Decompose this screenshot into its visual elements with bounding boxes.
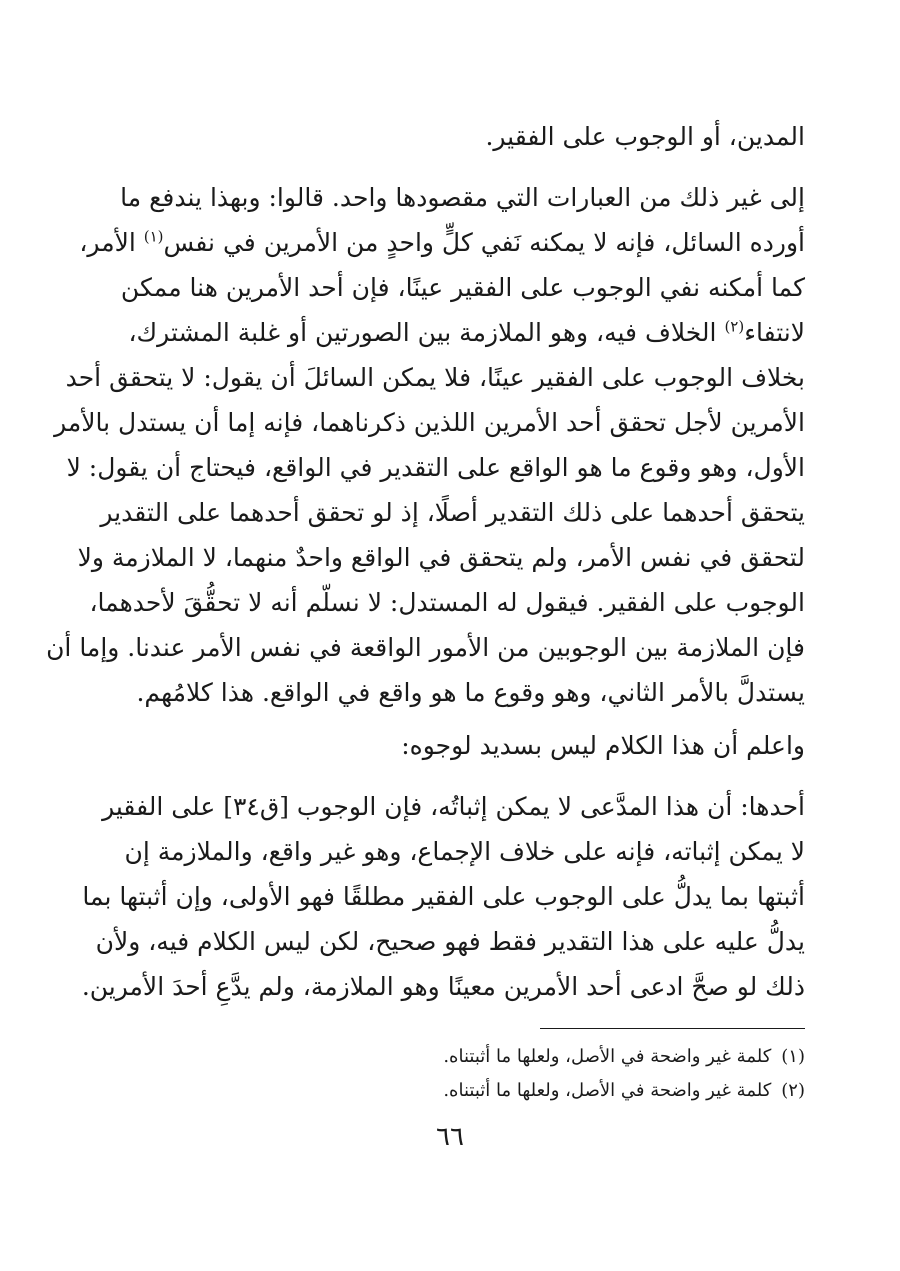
text-line: الأمرين لأجل تحقق أحد الأمرين اللذين ذكرناهما، فإنه إما أن يستدل بالأمر [54,408,805,437]
footnote-2 [95,1074,805,1108]
text-line [79,220,805,265]
text-line: الأول، وهو وقوع ما هو الواقع على التقدير في الواقع، فيحتاج أن يقول: لا [66,453,805,482]
text-line [95,310,805,355]
text-line: يدلُّ عليه على هذا التقدير فقط فهو صحيح، لكن ليس الكلام فيه، ولأن [95,927,805,956]
footnote-ref-2[interactable]: (٢) [724,317,745,336]
text-line: فإن الملازمة بين الوجوبين من الأمور الواقعة في نفس الأمر عندنا. وإما أن [46,633,805,662]
footnote-ref-1[interactable]: (١) [143,227,164,246]
paragraph-1 [95,114,805,159]
text-fragment: الخلاف فيه، وهو الملازمة بين الصورتين أو غلبة المشترك، [128,318,717,347]
text-line: واعلم أن هذا الكلام ليس بسديد لوجوه: [401,731,805,760]
text-line: بخلاف الوجوب على الفقير عينًا، فلا يمكن السائلَ أن يقول: لا يتحقق أحد [65,363,805,392]
footnote-number: (٢) [781,1080,805,1101]
footnote-text: كلمة غير واضحة في الأصل، ولعلها ما أثبتناه. [443,1080,772,1101]
footnote-divider [540,1028,805,1029]
text-fragment: أورده السائل، فإنه لا يمكنه نَفي كلٍّ واحدٍ من الأمرين في نفس [163,228,805,257]
footnotes [95,1040,805,1108]
text-line: المدين، أو الوجوب على الفقير. [485,122,805,151]
paragraph-4 [81,784,805,1009]
paragraph-3 [95,723,805,768]
text-line: كما أمكنه نفي الوجوب على الفقير عينًا، فإن أحد الأمرين هنا ممكن [120,273,805,302]
footnote-number: (١) [781,1046,805,1067]
text-line: أثبتها بما يدلُّ على الوجوب على الفقير مطلقًا فهو الأولى، وإن أثبتها بما [82,882,805,911]
text-line: يتحقق أحدهما على ذلك التقدير أصلًا، إذ لو تحقق أحدهما على التقدير [100,498,805,527]
footnote-1 [95,1040,805,1074]
text-line: يستدلَّ بالأمر الثاني، وهو وقوع ما هو واقع في الواقع. هذا كلامُهم. [136,678,805,707]
text-line: الوجوب على الفقير. فيقول له المستدل: لا نسلّم أنه لا تحقُّقَ لأحدهما، [89,588,805,617]
text-fragment: لانتفاء [744,318,805,347]
text-fragment: الأمر، [79,228,136,257]
footnote-text: كلمة غير واضحة في الأصل، ولعلها ما أثبتناه. [443,1046,772,1067]
text-line: ذلك لو صحَّ ادعى أحد الأمرين معينًا وهو الملازمة، ولم يدَّعِ أحدَ الأمرين. [81,972,805,1001]
text-line: لا يمكن إثباته، فإنه على خلاف الإجماع، وهو غير واقع، والملازمة إن [124,837,805,866]
text-line: إلى غير ذلك من العبارات التي مقصودها واحد. قالوا: وبهذا يندفع ما [120,183,805,212]
paragraph-2 [46,175,805,715]
text-line: أحدها: أن هذا المدَّعى لا يمكن إثباتُه، فإن الوجوب [ق٣٤] على الفقير [102,792,805,821]
page-number: ٦٦ [436,1122,464,1152]
text-line: لتحقق في نفس الأمر، ولم يتحقق في الواقع واحدٌ منهما، لا الملازمة ولا [77,543,805,572]
